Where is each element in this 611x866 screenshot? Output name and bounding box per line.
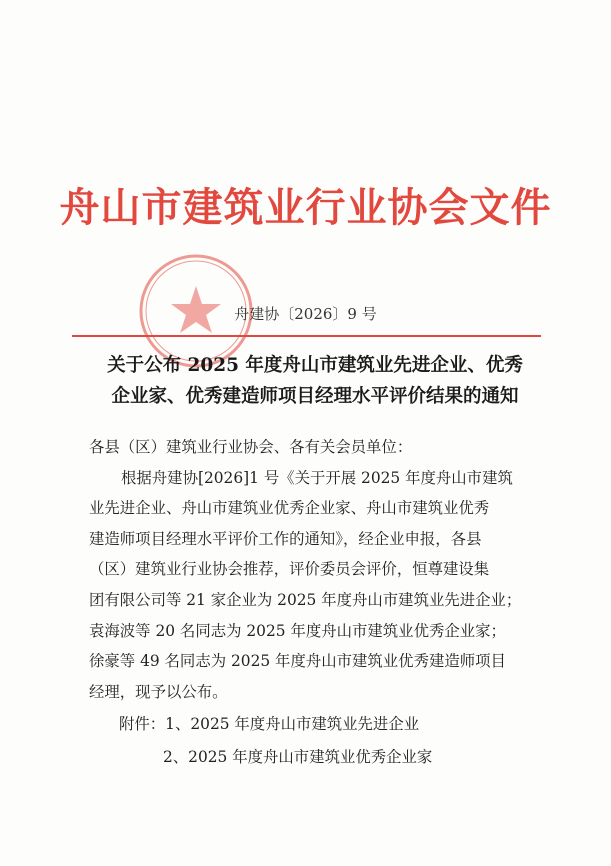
notice-body	[74, 432, 564, 773]
body-line: （区）建筑业行业协会推荐，评价委员会评价，恒尊建设集	[89, 560, 490, 579]
attachment-line: 附件：1、2025 年度舟山市建筑业先进企业	[119, 715, 420, 734]
document-number: 舟建协〔2026〕9 号	[234, 305, 377, 323]
attachment-line: 2、2025 年度舟山市建筑业优秀企业家	[163, 747, 433, 766]
notice-title-line: 企业家、优秀建造师项目经理水平评价结果的通知	[111, 386, 519, 407]
body-line: 根据舟建协[2026]1 号《关于开展 2025 年度舟山市建筑	[121, 468, 513, 487]
body-line: 业先进企业、舟山市建筑业优秀企业家、舟山市建筑业优秀	[89, 499, 490, 518]
body-line: 徐豪等 49 名同志为 2025 年度舟山市建筑业优秀建造师项目	[89, 652, 506, 671]
document-header-title: 舟山市建筑业行业协会文件	[59, 185, 552, 231]
salutation: 各县（区）建筑业行业协会、各有关会员单位：	[89, 438, 413, 456]
body-line: 袁海波等 20 名同志为 2025 年度舟山市建筑业优秀企业家；	[89, 621, 506, 640]
body-line: 建造师项目经理水平评价工作的通知》，经企业申报，各县	[89, 529, 482, 548]
body-line: 经理，现予以公布。	[89, 682, 228, 701]
body-line: 团有限公司等 21 家企业为 2025 年度舟山市建筑业先进企业；	[89, 590, 522, 609]
notice-title-line: 关于公布 2025 年度舟山市建筑业先进企业、优秀	[107, 355, 523, 376]
notice-title	[80, 350, 550, 412]
red-divider-line	[72, 335, 541, 337]
